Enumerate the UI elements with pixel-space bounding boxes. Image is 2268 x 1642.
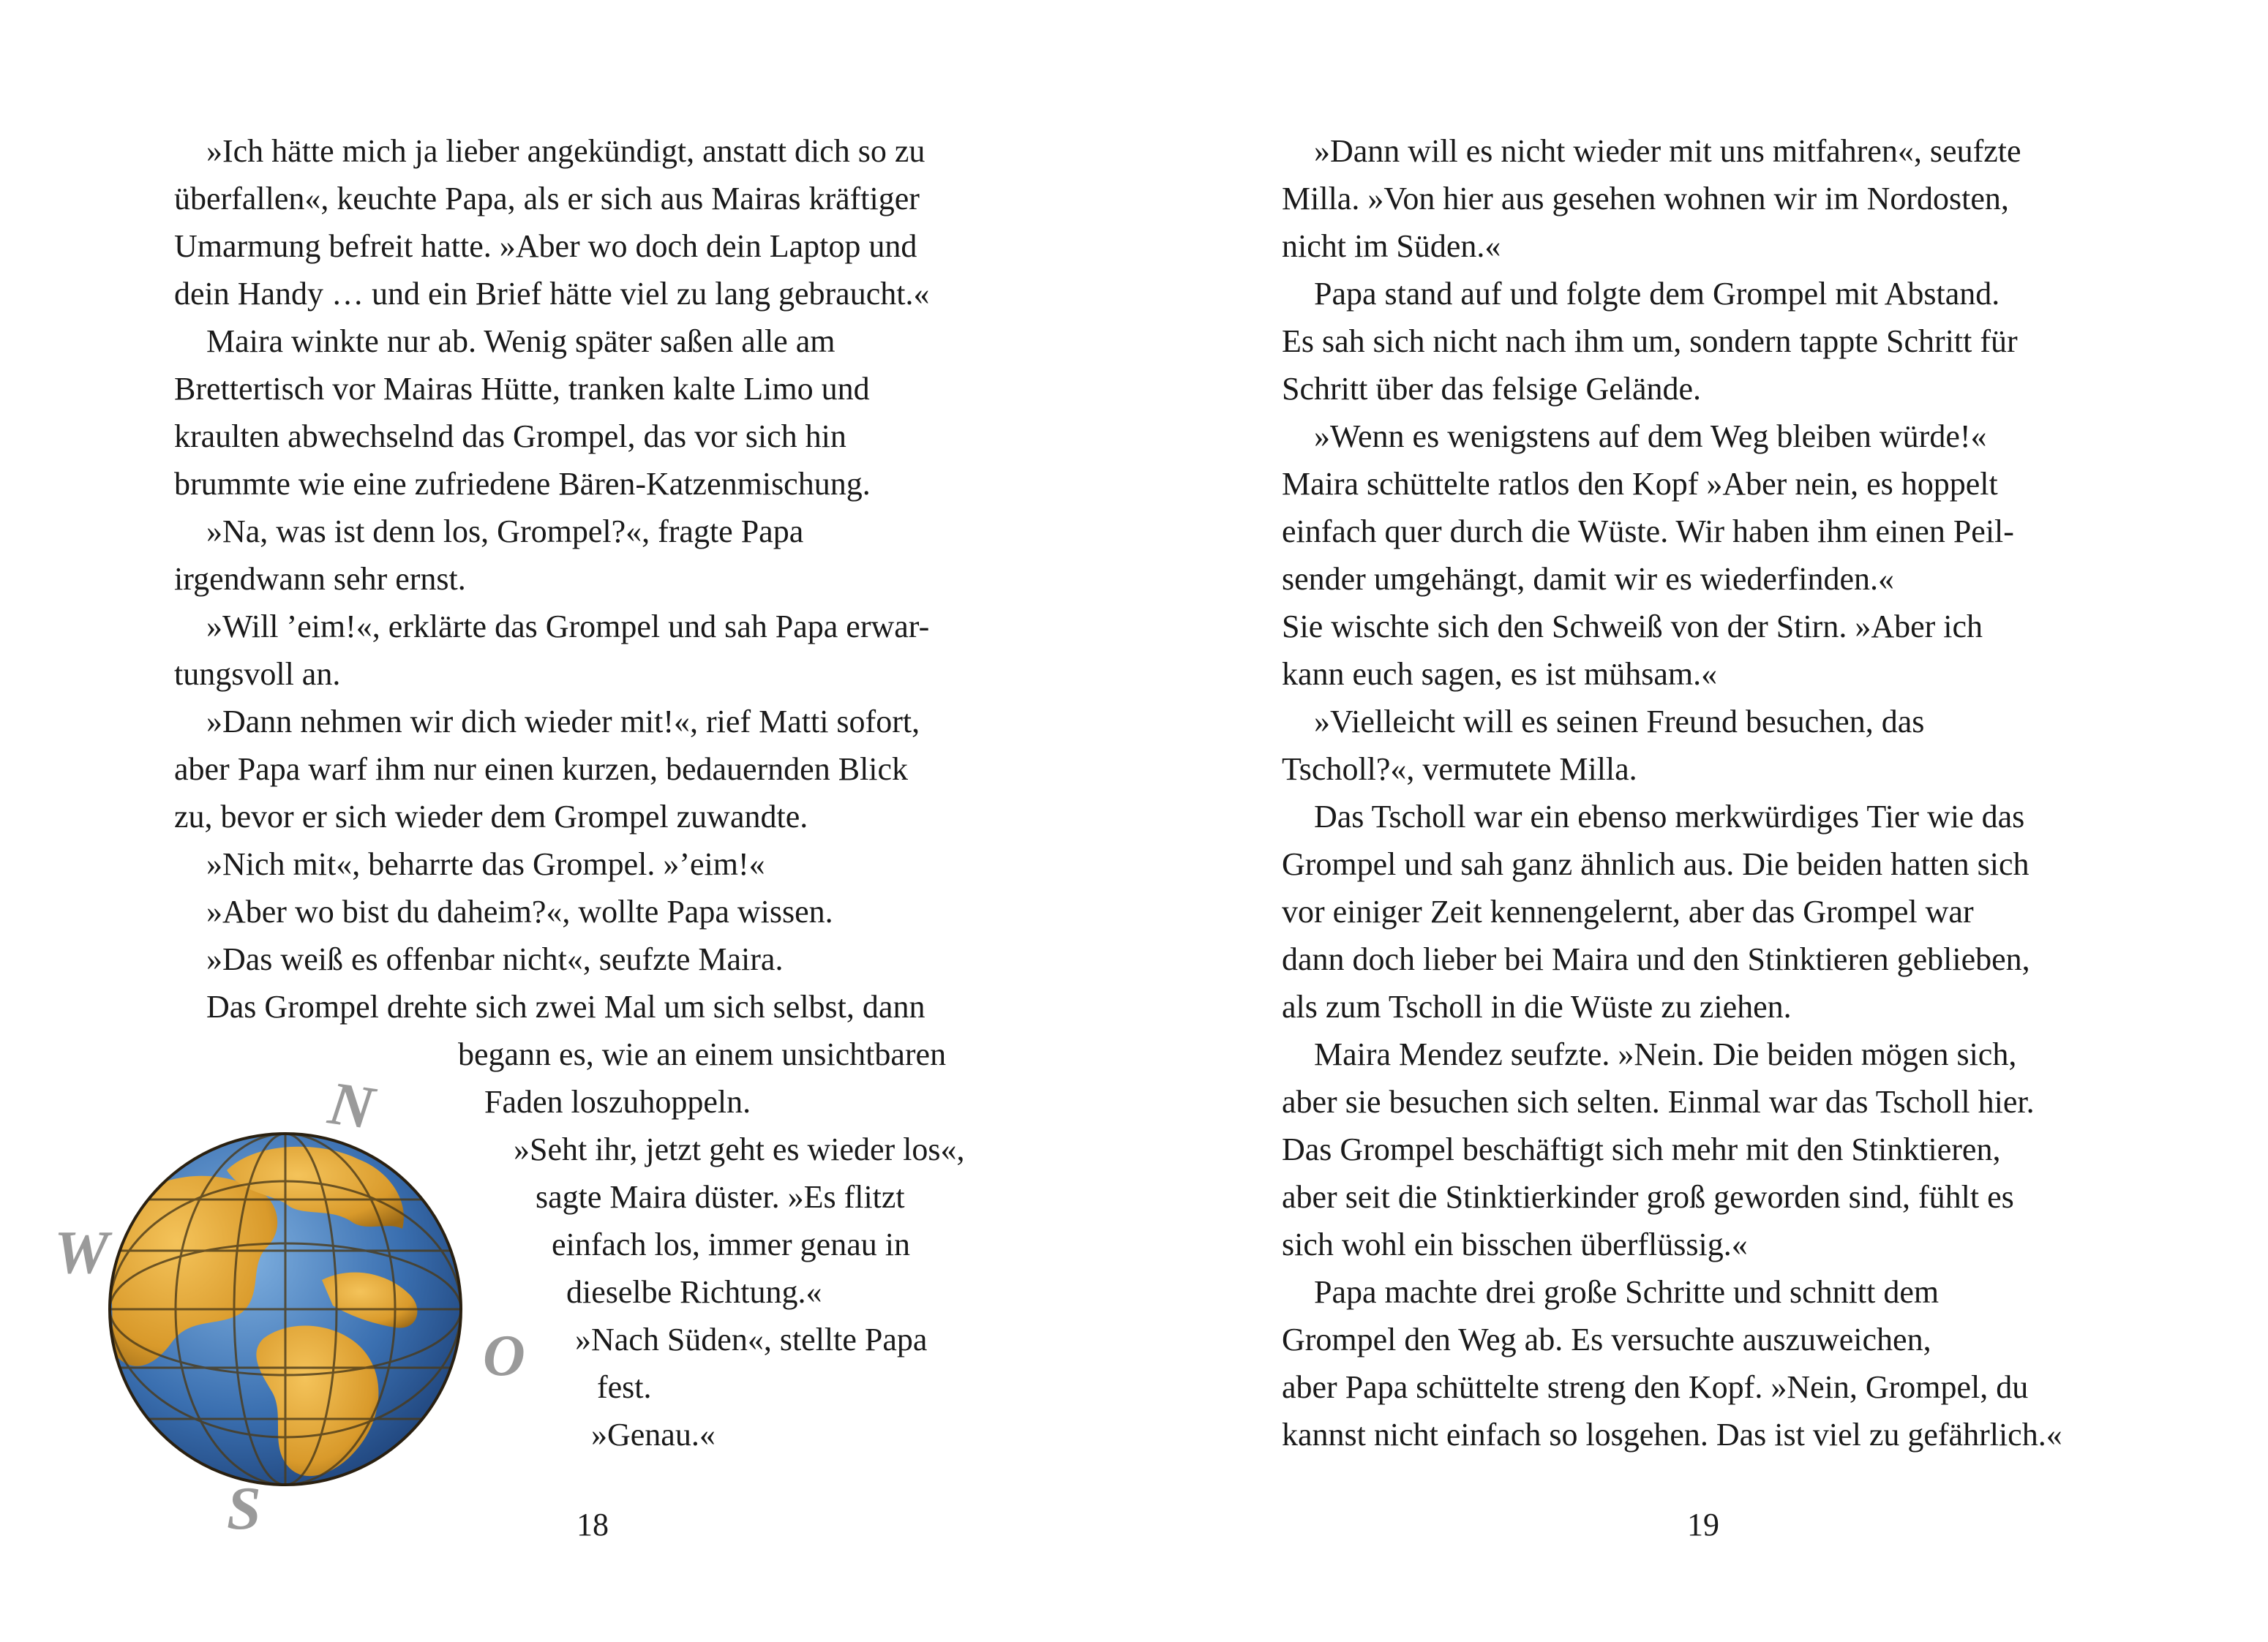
text-line: Tscholl?«, vermutete Milla.	[1282, 751, 1637, 787]
right-page	[1134, 0, 2268, 1642]
text-line: Maira winkte nur ab. Wenig später saßen alle am	[206, 323, 836, 359]
compass-south-letter: S	[227, 1475, 261, 1543]
text-line: sich wohl ein bisschen überflüssig.«	[1282, 1227, 1748, 1262]
text-line: kannst nicht einfach so losgehen. Das ist viel zu gefährlich.«	[1282, 1417, 2062, 1453]
text-line: begann es, wie an einem unsichtbaren	[458, 1036, 947, 1072]
text-line: Umarmung befreit hatte. »Aber wo doch dein Laptop und	[174, 228, 917, 264]
text-line: Schritt über das felsige Gelände.	[1282, 371, 1702, 407]
text-line: Milla. »Von hier aus gesehen wohnen wir im Nordosten,	[1282, 181, 2009, 216]
text-line: sagte Maira düster. »Es flitzt	[536, 1179, 905, 1215]
text-line: aber Papa warf ihm nur einen kurzen, bedauernden Blick	[174, 751, 909, 787]
text-line: Papa machte drei große Schritte und schnitt dem	[1314, 1274, 1940, 1310]
text-line: »Ich hätte mich ja lieber angekündigt, anstatt dich so zu	[206, 133, 925, 169]
text-line: Maira Mendez seufzte. »Nein. Die beiden mögen sich,	[1314, 1036, 2017, 1072]
text-line: aber seit die Stinktierkinder groß geworden sind, fühlt es	[1282, 1179, 2014, 1215]
text-line: Das Grompel drehte sich zwei Mal um sich selbst, dann	[206, 989, 925, 1025]
text-line: kraulten abwechselnd das Grompel, das vor sich hin	[174, 418, 846, 454]
text-line: »Will ’eim!«, erklärte das Grompel und sah Papa erwar-	[206, 609, 930, 644]
text-line: einfach los, immer genau in	[552, 1227, 910, 1262]
compass-west-letter: W	[54, 1219, 109, 1287]
text-line: als zum Tscholl in die Wüste zu ziehen.	[1282, 989, 1792, 1025]
text-line: Sie wischte sich den Schweiß von der Stirn. »Aber ich	[1282, 609, 1983, 644]
globe-compass-illustration	[44, 1061, 541, 1543]
text-line: dann doch lieber bei Maira und den Stinktieren geblieben,	[1282, 941, 2030, 977]
text-line: brummte wie eine zufriedene Bären-Katzenmischung.	[174, 466, 871, 502]
compass-east-letter: O	[483, 1324, 525, 1388]
text-line: nicht im Süden.«	[1282, 228, 1501, 264]
text-line: fest.	[597, 1369, 652, 1405]
text-line: Maira schüttelte ratlos den Kopf »Aber nein, es hoppelt	[1282, 466, 1998, 502]
right-text-column	[1282, 127, 2145, 1458]
text-line: »Seht ihr, jetzt geht es wieder los«,	[514, 1131, 965, 1167]
text-line: einfach quer durch die Wüste. Wir haben ihm einen Peil-	[1282, 513, 2014, 549]
text-line: tungsvoll an.	[174, 656, 341, 692]
text-line: »Dann nehmen wir dich wieder mit!«, rief Matti sofort,	[206, 704, 920, 739]
text-line: dieselbe Richtung.«	[566, 1274, 822, 1310]
text-line: Papa stand auf und folgte dem Grompel mit Abstand.	[1314, 276, 2000, 312]
text-line: »Na, was ist denn los, Grompel?«, fragte Papa	[206, 513, 804, 549]
text-line: »Dann will es nicht wieder mit uns mitfahren«, seufzte	[1314, 133, 2021, 169]
text-line: Brettertisch vor Mairas Hütte, tranken kalte Limo und	[174, 371, 870, 407]
text-line: sender umgehängt, damit wir es wiederfinden.«	[1282, 561, 1894, 597]
text-line: Grompel und sah ganz ähnlich aus. Die beiden hatten sich	[1282, 846, 2029, 882]
globe-icon	[110, 1134, 461, 1485]
text-line: zu, bevor er sich wieder dem Grompel zuwandte.	[174, 799, 808, 835]
text-line: Das Grompel beschäftigt sich mehr mit den Stinktieren,	[1282, 1131, 2001, 1167]
text-line: »Aber wo bist du daheim?«, wollte Papa wissen.	[206, 894, 833, 930]
text-line: Faden loszuhoppeln.	[484, 1084, 751, 1120]
text-line: kann euch sagen, es ist mühsam.«	[1282, 656, 1718, 692]
text-line: »Vielleicht will es seinen Freund besuchen, das	[1314, 704, 1925, 739]
page-number-left: 18	[577, 1507, 609, 1543]
text-line: »Wenn es wenigstens auf dem Weg bleiben würde!«	[1314, 418, 1987, 454]
text-line: Es sah sich nicht nach ihm um, sondern tappte Schritt für	[1282, 323, 2018, 359]
text-line: »Nach Süden«, stellte Papa	[575, 1322, 928, 1357]
text-line: aber sie besuchen sich selten. Einmal war das Tscholl hier.	[1282, 1084, 2035, 1120]
text-line: überfallen«, keuchte Papa, als er sich aus Mairas kräftiger	[174, 181, 920, 216]
text-line: Grompel den Weg ab. Es versuchte auszuweichen,	[1282, 1322, 1931, 1357]
text-line: aber Papa schüttelte streng den Kopf. »Nein, Grompel, du	[1282, 1369, 2029, 1405]
text-line: dein Handy … und ein Brief hätte viel zu lang gebraucht.«	[174, 276, 930, 312]
text-line: »Nich mit«, beharrte das Grompel. »’eim!«	[206, 846, 765, 882]
text-line: Das Tscholl war ein ebenso merkwürdiges Tier wie das	[1314, 799, 2025, 835]
text-line: »Genau.«	[591, 1417, 716, 1453]
text-line: »Das weiß es offenbar nicht«, seufzte Maira.	[206, 941, 784, 977]
text-line: irgendwann sehr ernst.	[174, 561, 466, 597]
compass-north-letter: N	[324, 1069, 378, 1143]
text-line: vor einiger Zeit kennengelernt, aber das Grompel war	[1282, 894, 1974, 930]
page-number-right: 19	[1687, 1507, 1719, 1543]
